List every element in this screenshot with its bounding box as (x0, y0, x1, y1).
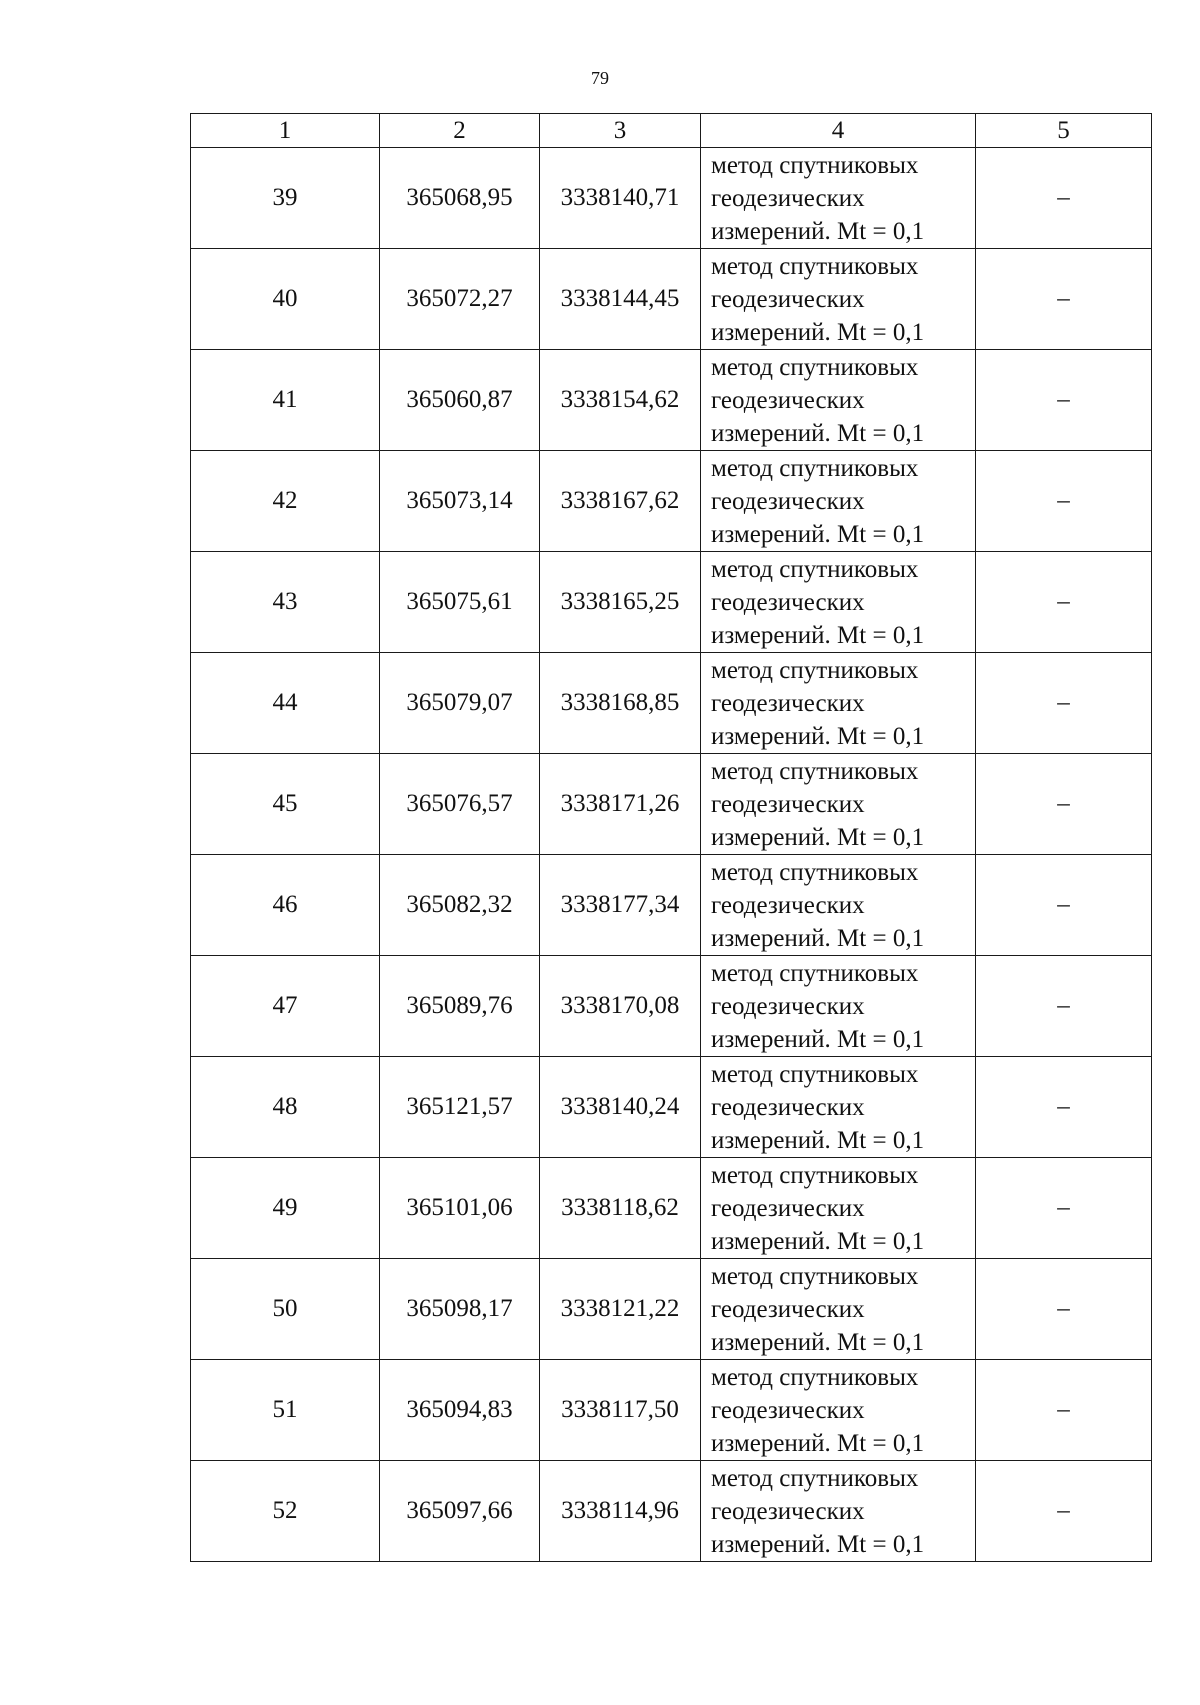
method-cell: метод спутниковых геодезических измерений. Mt = 0,1 (701, 1461, 976, 1562)
point-cell: 39 (191, 148, 380, 249)
column-header-4: 4 (701, 114, 976, 148)
table-row (191, 1259, 1152, 1360)
y-coordinate-cell: 3338168,85 (540, 653, 701, 754)
method-cell: метод спутниковых геодезических измерений. Mt = 0,1 (701, 855, 976, 956)
note-cell: – (976, 956, 1152, 1057)
table-body (191, 148, 1152, 1562)
y-coordinate-cell: 3338177,34 (540, 855, 701, 956)
point-cell: 48 (191, 1057, 380, 1158)
y-coordinate-cell: 3338165,25 (540, 552, 701, 653)
method-cell: метод спутниковых геодезических измерений. Mt = 0,1 (701, 956, 976, 1057)
table-row (191, 148, 1152, 249)
note-cell: – (976, 1057, 1152, 1158)
x-coordinate-cell: 365072,27 (380, 249, 540, 350)
table-row (191, 552, 1152, 653)
method-cell: метод спутниковых геодезических измерений. Mt = 0,1 (701, 350, 976, 451)
y-coordinate-cell: 3338121,22 (540, 1259, 701, 1360)
point-cell: 42 (191, 451, 380, 552)
y-coordinate-cell: 3338114,96 (540, 1461, 701, 1562)
method-cell: метод спутниковых геодезических измерений. Mt = 0,1 (701, 754, 976, 855)
y-coordinate-cell: 3338167,62 (540, 451, 701, 552)
method-cell: метод спутниковых геодезических измерений. Mt = 0,1 (701, 1158, 976, 1259)
coordinates-table (190, 113, 1152, 1562)
table-row (191, 754, 1152, 855)
table-row (191, 855, 1152, 956)
y-coordinate-cell: 3338171,26 (540, 754, 701, 855)
note-cell: – (976, 1461, 1152, 1562)
method-cell: метод спутниковых геодезических измерений. Mt = 0,1 (701, 552, 976, 653)
table-row (191, 451, 1152, 552)
note-cell: – (976, 451, 1152, 552)
x-coordinate-cell: 365076,57 (380, 754, 540, 855)
point-cell: 47 (191, 956, 380, 1057)
column-header-1: 1 (191, 114, 380, 148)
note-cell: – (976, 350, 1152, 451)
y-coordinate-cell: 3338118,62 (540, 1158, 701, 1259)
note-cell: – (976, 855, 1152, 956)
note-cell: – (976, 249, 1152, 350)
note-cell: – (976, 1259, 1152, 1360)
y-coordinate-cell: 3338170,08 (540, 956, 701, 1057)
point-cell: 52 (191, 1461, 380, 1562)
x-coordinate-cell: 365097,66 (380, 1461, 540, 1562)
method-cell: метод спутниковых геодезических измерений. Mt = 0,1 (701, 1259, 976, 1360)
method-cell: метод спутниковых геодезических измерений. Mt = 0,1 (701, 653, 976, 754)
y-coordinate-cell: 3338117,50 (540, 1360, 701, 1461)
method-cell: метод спутниковых геодезических измерений. Mt = 0,1 (701, 451, 976, 552)
table-row (191, 1057, 1152, 1158)
point-cell: 46 (191, 855, 380, 956)
note-cell: – (976, 1158, 1152, 1259)
table-header-row (191, 114, 1152, 148)
method-cell: метод спутниковых геодезических измерений. Mt = 0,1 (701, 148, 976, 249)
x-coordinate-cell: 365068,95 (380, 148, 540, 249)
point-cell: 44 (191, 653, 380, 754)
column-header-5: 5 (976, 114, 1152, 148)
x-coordinate-cell: 365073,14 (380, 451, 540, 552)
method-cell: метод спутниковых геодезических измерений. Mt = 0,1 (701, 1057, 976, 1158)
column-header-2: 2 (380, 114, 540, 148)
x-coordinate-cell: 365079,07 (380, 653, 540, 754)
page-number: 79 (591, 68, 609, 88)
y-coordinate-cell: 3338140,71 (540, 148, 701, 249)
point-cell: 51 (191, 1360, 380, 1461)
y-coordinate-cell: 3338140,24 (540, 1057, 701, 1158)
note-cell: – (976, 754, 1152, 855)
method-cell: метод спутниковых геодезических измерений. Mt = 0,1 (701, 1360, 976, 1461)
point-cell: 45 (191, 754, 380, 855)
point-cell: 43 (191, 552, 380, 653)
x-coordinate-cell: 365082,32 (380, 855, 540, 956)
point-cell: 49 (191, 1158, 380, 1259)
note-cell: – (976, 653, 1152, 754)
point-cell: 40 (191, 249, 380, 350)
table-row (191, 1158, 1152, 1259)
x-coordinate-cell: 365121,57 (380, 1057, 540, 1158)
note-cell: – (976, 148, 1152, 249)
y-coordinate-cell: 3338154,62 (540, 350, 701, 451)
point-cell: 41 (191, 350, 380, 451)
x-coordinate-cell: 365089,76 (380, 956, 540, 1057)
x-coordinate-cell: 365060,87 (380, 350, 540, 451)
table-row (191, 1461, 1152, 1562)
method-cell: метод спутниковых геодезических измерений. Mt = 0,1 (701, 249, 976, 350)
table-row (191, 1360, 1152, 1461)
table-row (191, 956, 1152, 1057)
y-coordinate-cell: 3338144,45 (540, 249, 701, 350)
note-cell: – (976, 1360, 1152, 1461)
column-header-3: 3 (540, 114, 701, 148)
note-cell: – (976, 552, 1152, 653)
x-coordinate-cell: 365101,06 (380, 1158, 540, 1259)
table-row (191, 653, 1152, 754)
point-cell: 50 (191, 1259, 380, 1360)
x-coordinate-cell: 365098,17 (380, 1259, 540, 1360)
x-coordinate-cell: 365094,83 (380, 1360, 540, 1461)
x-coordinate-cell: 365075,61 (380, 552, 540, 653)
table-row (191, 350, 1152, 451)
table-row (191, 249, 1152, 350)
